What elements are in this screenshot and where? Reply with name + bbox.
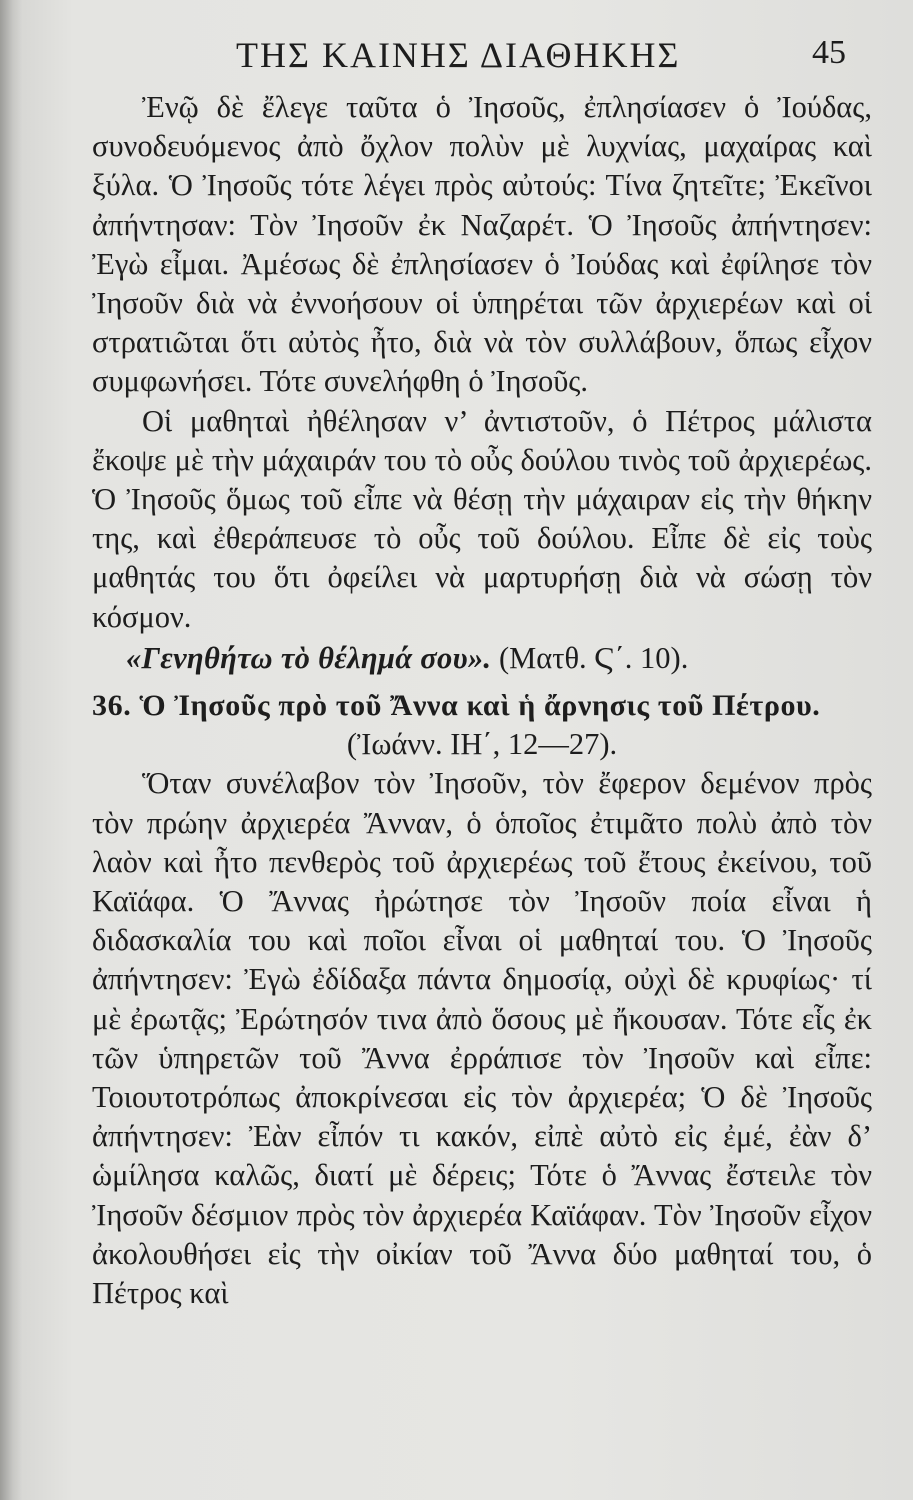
page-header — [0, 34, 913, 78]
scripture-quote: «Γενηθήτω τὸ θέλημά σου». — [126, 640, 492, 675]
page-body — [92, 88, 872, 1313]
running-title: ΤΗΣ ΚΑΙΝΗΣ ΔΙΑΘΗΚΗΣ — [236, 35, 681, 75]
section-reference: (Ἰωάνν. ΙΗ΄, 12—27). — [346, 727, 618, 762]
paragraph-disciples: Οἱ μαθηταὶ ἠθέλησαν ν’ ἀντιστοῦν, ὁ Πέτρος μάλιστα ἔκοψε μὲ τὴν μάχαιράν του τὸ οὖς δούλου τινὸς τοῦ ἀρχιερέως. Ὁ Ἰησοῦς ὅμως τοῦ εἶπε νὰ θέσῃ τὴν μάχαιραν εἰς τὴν θήκην της, καὶ ἐθεράπευσε τὸ οὖς τοῦ δούλου. Εἶπε δὲ εἰς τοὺς μαθητάς του ὅτι ὀφείλει νὰ μαρτυρήσῃ διὰ νὰ σώσῃ τὸν κόσμον. — [92, 403, 872, 634]
book-spine-shadow — [0, 0, 22, 1500]
scripture-quote-reference: (Ματθ. Ϛ΄. 10). — [498, 640, 689, 675]
paragraph-arrest: Ἐνῷ δὲ ἔλεγε ταῦτα ὁ Ἰησοῦς, ἐπλησίασεν ὁ Ἰούδας, συνοδευόμενος ἀπὸ ὄχλον πολὺν μὲ λυχνίας, μαχαίρας καὶ ξύλα. Ὁ Ἰησοῦς τότε λέγει πρὸς αὐτούς: Τίνα ζητεῖτε; Ἐκεῖνοι ἀπήντησαν: Τὸν Ἰησοῦν ἐκ Ναζαρέτ. Ὁ Ἰησοῦς ἀπήντησεν: Ἐγὼ εἶμαι. Ἀμέσως δὲ ἐπλησίασεν ὁ Ἰούδας καὶ ἐφίλησε τὸν Ἰησοῦν διὰ νὰ ἐννοήσουν οἱ ὑπηρέται τῶν ἀρχιερέων καὶ οἱ στρατιῶται ὅτι αὐτὸς ἦτο, διὰ νὰ τὸν συλλάβουν, ὅπως εἶχον συμφωνήσει. Τότε συνελήφθη ὁ Ἰησοῦς. — [92, 90, 872, 399]
section-heading: 36. Ὁ Ἰησοῦς πρὸ τοῦ Ἄννα καὶ ἡ ἄρνησις τοῦ Πέτρου. — [92, 689, 821, 723]
page-number: 45 — [812, 34, 846, 71]
paragraph-annas: Ὅταν συνέλαβον τὸν Ἰησοῦν, τὸν ἔφερον δεμένον πρὸς τὸν πρώην ἀρχιερέα Ἄνναν, ὁ ὁποῖος ἐτιμᾶτο πολὺ ἀπὸ τὸν λαὸν καὶ ἦτο πενθερὸς τοῦ ἀρχιερέως τοῦ ἔτους ἐκείνου, τοῦ Καϊάφα. Ὁ Ἄννας ἠρώτησε τὸν Ἰησοῦν ποία εἶναι ἡ διδασκαλία του καὶ ποῖοι εἶναι οἱ μαθηταί του. Ὁ Ἰησοῦς ἀπήντησεν: Ἐγὼ ἐδίδαξα πάντα δημοσίᾳ, οὐχὶ δὲ κρυφίως· τί μὲ ἐρωτᾷς; Ἐρώτησόν τινα ἀπὸ ὅσους μὲ ἤκουσαν. Τότε εἷς ἐκ τῶν ὑπηρετῶν τοῦ Ἄννα ἐρράπισε τὸν Ἰησοῦν καὶ εἶπε: Τοιουτοτρόπως ἀποκρίνεσαι εἰς τὸν ἀρχιερέα; Ὁ δὲ Ἰησοῦς ἀπήντησεν: Ἐὰν εἶπόν τι κακόν, εἰπὲ αὐτὸ εἰς ἐμέ, ἐὰν δ’ ὡμίλησα καλῶς, διατί μὲ δέρεις; Τότε ὁ Ἄννας ἔστειλε τὸν Ἰησοῦν δέσμιον πρὸς τὸν ἀρχιερέα Καϊάφαν. Τὸν Ἰησοῦν εἶχον ἀκολουθήσει εἰς τὴν οἰκίαν τοῦ Ἄννα δύο μαθηταί του, ὁ Πέτρος καὶ — [92, 766, 872, 1311]
scripture-quote-line — [92, 639, 872, 678]
